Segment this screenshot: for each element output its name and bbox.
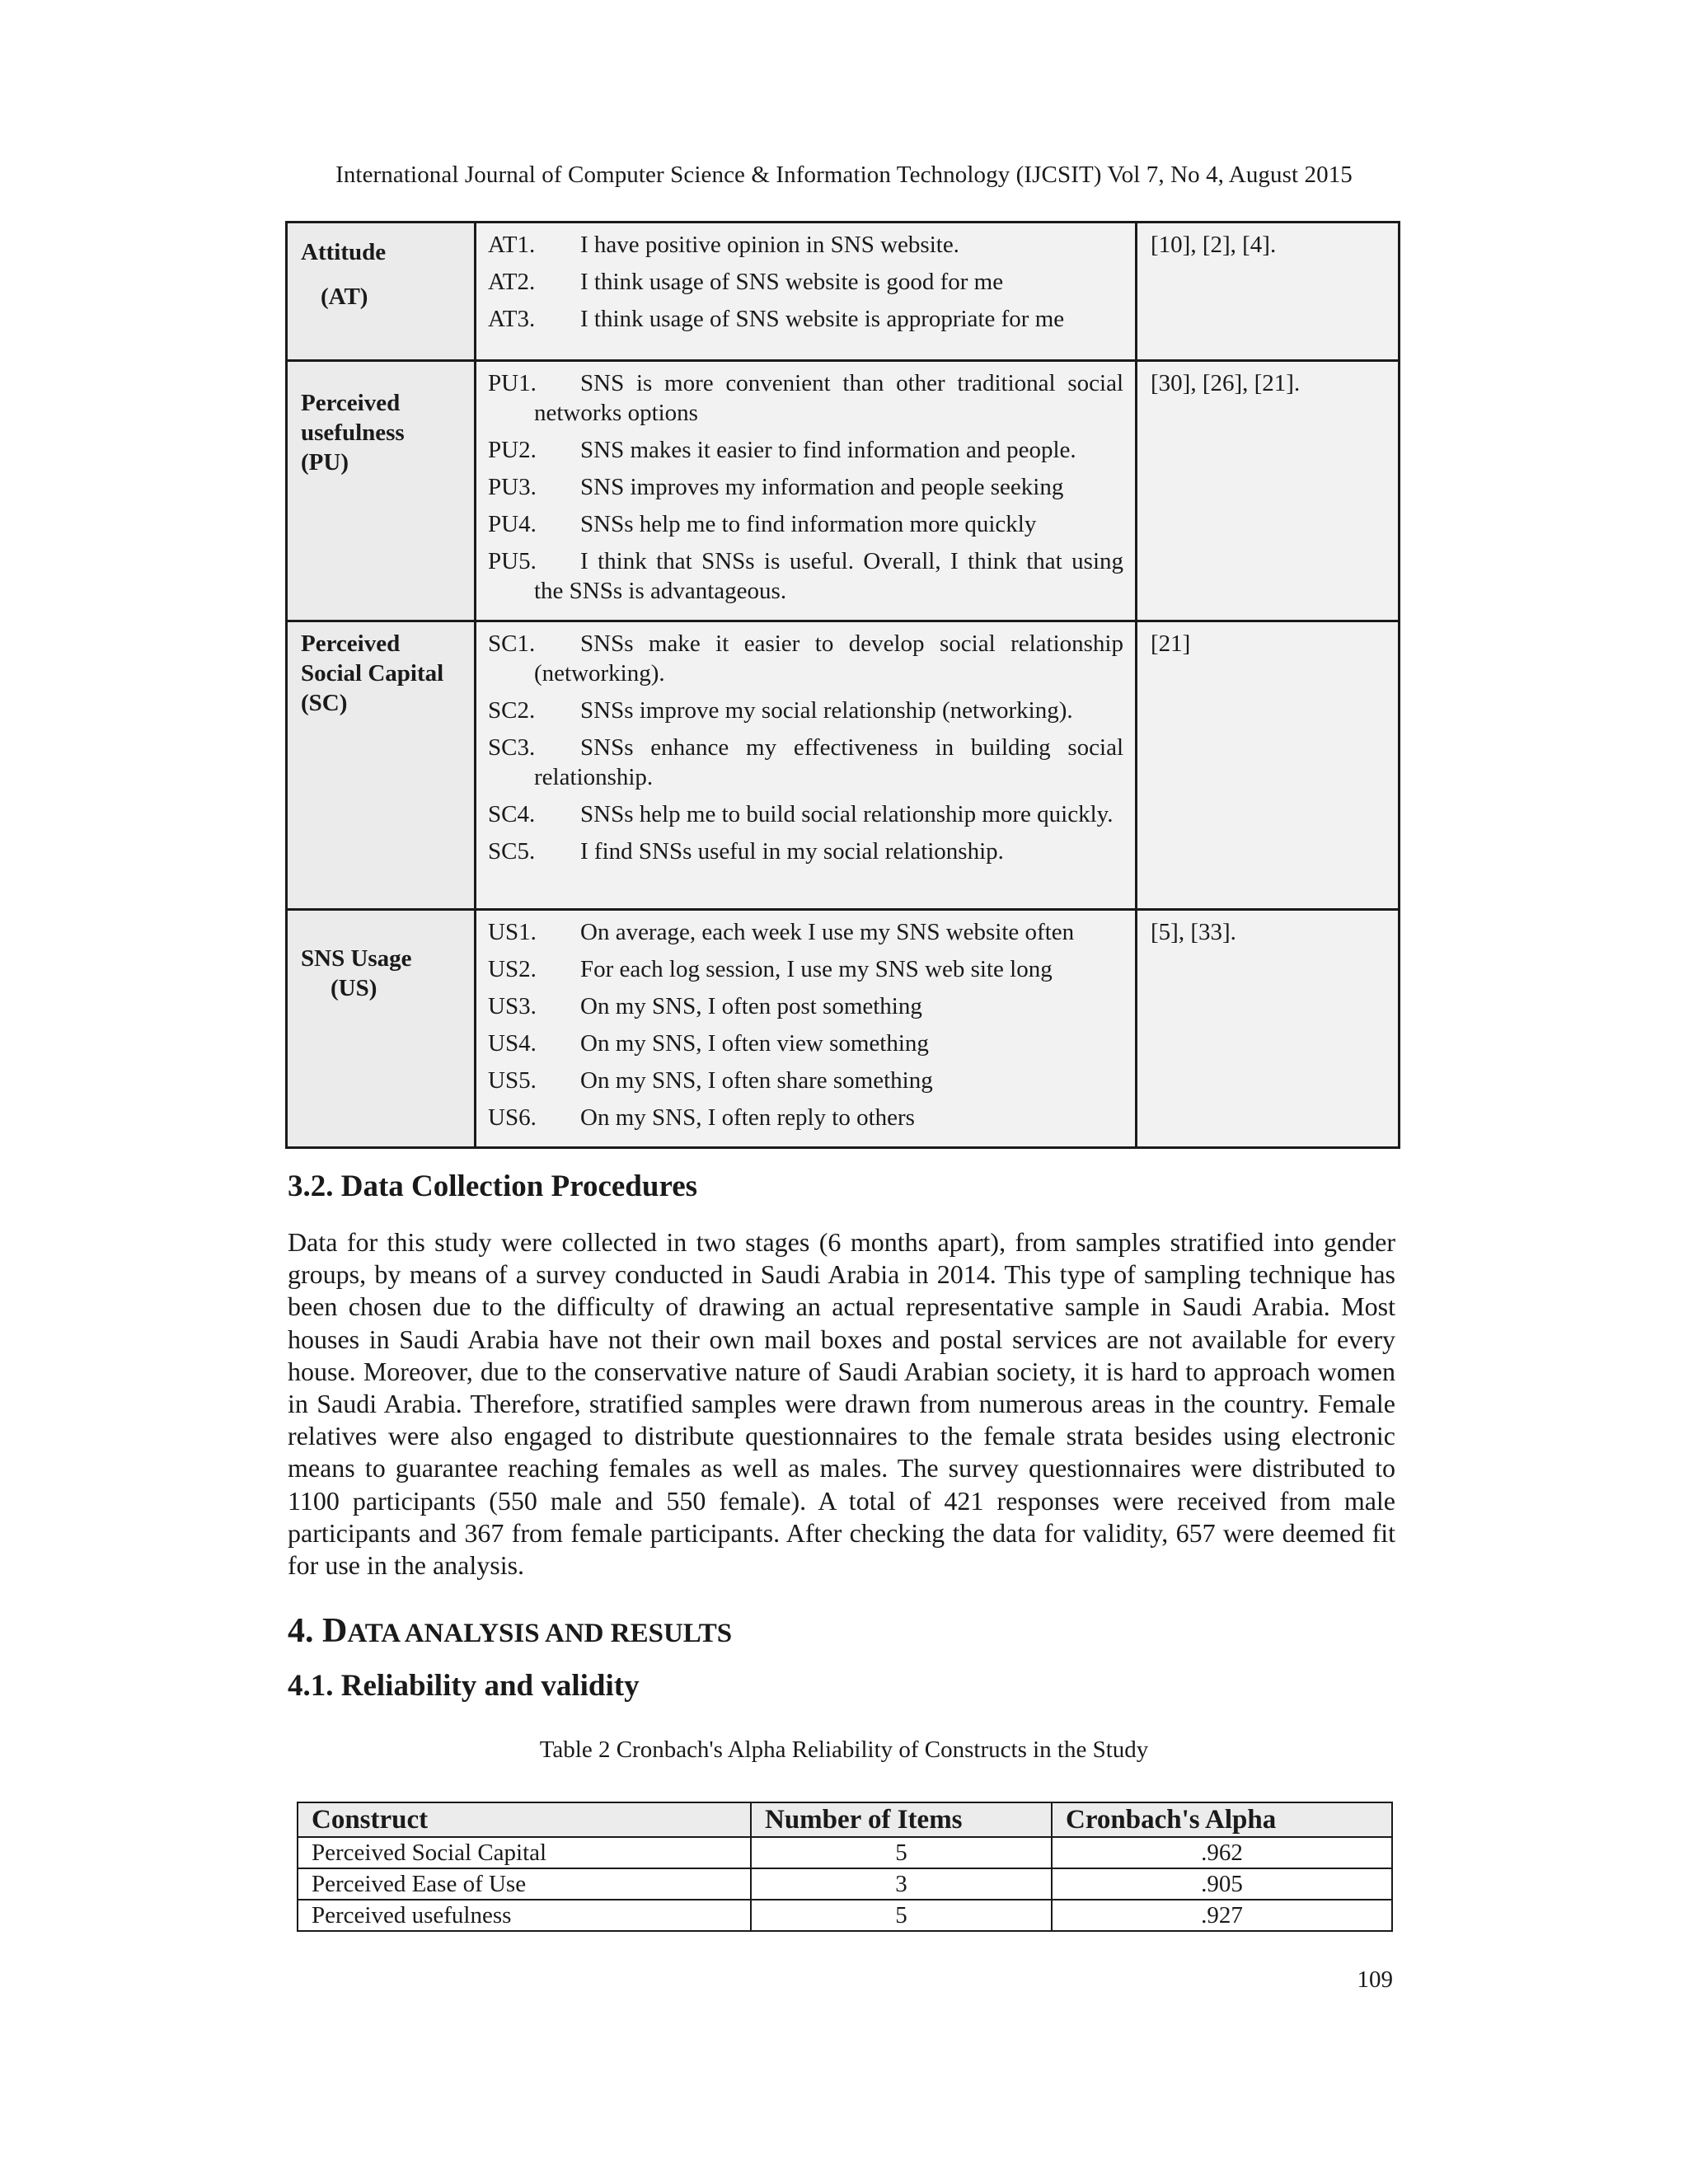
table-cell: Perceived Social Capital bbox=[298, 1837, 751, 1868]
item-code: AT3. bbox=[488, 306, 536, 332]
construct-items bbox=[476, 621, 1137, 910]
item-code: US1. bbox=[488, 919, 537, 945]
list-item bbox=[488, 917, 1123, 947]
construct-name bbox=[287, 223, 476, 361]
item-code: US6. bbox=[488, 1104, 537, 1131]
item-text: SNSs improve my social relationship (networking). bbox=[580, 697, 1073, 724]
section-title: ATA ANALYSIS AND RESULTS bbox=[347, 1619, 733, 1648]
table-cell: Perceived Ease of Use bbox=[298, 1868, 751, 1900]
column-header: Cronbach's Alpha bbox=[1052, 1802, 1392, 1837]
item-text: I find SNSs useful in my social relationship. bbox=[580, 838, 1004, 865]
item-code: SC4. bbox=[488, 801, 536, 827]
construct-abbr: (US) bbox=[331, 975, 377, 1001]
list-item bbox=[488, 267, 1123, 297]
list-item bbox=[488, 954, 1123, 984]
table-cell: .962 bbox=[1052, 1837, 1392, 1868]
item-text: SNSs enhance my effectiveness in building social relationship. bbox=[534, 734, 1123, 790]
item-text: On average, each week I use my SNS website often bbox=[580, 919, 1075, 945]
table-cell: Perceived usefulness bbox=[298, 1900, 751, 1931]
list-item bbox=[488, 368, 1123, 428]
section-heading-reliability: 4.1. Reliability and validity bbox=[288, 1669, 640, 1703]
section-heading-data-collection: 3.2. Data Collection Procedures bbox=[288, 1169, 698, 1203]
item-text: SNS improves my information and people seeking bbox=[580, 474, 1064, 500]
construct-title: Attitude bbox=[301, 239, 387, 265]
list-item bbox=[488, 435, 1123, 465]
construct-abbr: (SC) bbox=[301, 690, 348, 716]
item-code: US4. bbox=[488, 1030, 537, 1057]
construct-name bbox=[287, 361, 476, 621]
item-text: SNS makes it easier to find information and people. bbox=[580, 437, 1076, 463]
construct-refs: [21] bbox=[1137, 621, 1400, 910]
list-item bbox=[488, 472, 1123, 502]
section-heading-data-analysis bbox=[288, 1611, 732, 1651]
table-row bbox=[298, 1900, 1392, 1931]
list-item bbox=[488, 733, 1123, 792]
table-row bbox=[287, 910, 1400, 1148]
table-cell: .905 bbox=[1052, 1868, 1392, 1900]
table-cell: 5 bbox=[751, 1900, 1052, 1931]
list-item bbox=[488, 799, 1123, 829]
item-code: AT1. bbox=[488, 232, 536, 258]
construct-title: Perceived Social Capital bbox=[301, 630, 444, 687]
list-item bbox=[488, 991, 1123, 1021]
list-item bbox=[488, 509, 1123, 539]
item-code: US2. bbox=[488, 956, 537, 982]
list-item bbox=[488, 696, 1123, 725]
item-text: I think usage of SNS website is good for me bbox=[580, 269, 1004, 295]
item-text: SNSs help me to build social relationship more quickly. bbox=[580, 801, 1114, 827]
list-item bbox=[488, 230, 1123, 260]
item-code: PU5. bbox=[488, 548, 537, 574]
table-cell: .927 bbox=[1052, 1900, 1392, 1931]
page-number: 109 bbox=[1357, 1966, 1393, 1993]
construct-title: Perceived usefulness bbox=[301, 390, 405, 446]
construct-title: SNS Usage bbox=[301, 945, 412, 972]
list-item bbox=[488, 304, 1123, 334]
list-item bbox=[488, 546, 1123, 606]
construct-name bbox=[287, 621, 476, 910]
item-text: SNSs help me to find information more quickly bbox=[580, 511, 1037, 537]
construct-items bbox=[476, 223, 1137, 361]
construct-refs: [30], [26], [21]. bbox=[1137, 361, 1400, 621]
list-item bbox=[488, 1029, 1123, 1058]
list-item bbox=[488, 1103, 1123, 1132]
column-header: Number of Items bbox=[751, 1802, 1052, 1837]
table-row bbox=[298, 1837, 1392, 1868]
item-code: SC2. bbox=[488, 697, 536, 724]
item-text: I think that SNSs is useful. Overall, I think that using the SNSs is advantageous. bbox=[534, 548, 1123, 604]
item-code: SC3. bbox=[488, 734, 536, 761]
reliability-table bbox=[297, 1802, 1393, 1932]
column-header: Construct bbox=[298, 1802, 751, 1837]
item-text: SNSs make it easier to develop social relationship (networking). bbox=[534, 630, 1123, 687]
item-text: SNS is more convenient than other traditional social networks options bbox=[534, 370, 1123, 426]
item-text: On my SNS, I often view something bbox=[580, 1030, 929, 1057]
construct-name bbox=[287, 910, 476, 1148]
item-code: AT2. bbox=[488, 269, 536, 295]
running-header: International Journal of Computer Science & Information Technology (IJCSIT) Vol 7, No 4, August 2015 bbox=[335, 162, 1353, 188]
table-row bbox=[287, 223, 1400, 361]
construct-items bbox=[476, 910, 1137, 1148]
item-code: SC1. bbox=[488, 630, 536, 657]
constructs-table bbox=[285, 221, 1400, 1149]
table-caption: Table 2 Cronbach's Alpha Reliability of Constructs in the Study bbox=[539, 1736, 1149, 1763]
item-code: PU3. bbox=[488, 474, 537, 500]
section-number: 4. D bbox=[288, 1612, 348, 1650]
item-code: SC5. bbox=[488, 838, 536, 865]
item-text: For each log session, I use my SNS web site long bbox=[580, 956, 1053, 982]
construct-items bbox=[476, 361, 1137, 621]
item-text: On my SNS, I often post something bbox=[580, 993, 922, 1019]
construct-abbr: (AT) bbox=[321, 284, 368, 310]
paragraph-data-collection: Data for this study were collected in two stages (6 months apart), from samples stratified into gender groups, by means of a survey conducted in Saudi Arabia in 2014. This type of sampling technique has been chosen due to the difficulty of drawing an actual representative sample in Saudi Arabia. Most houses in Saudi Arabia have not their own mail boxes and postal services are not available for every house. Moreover, due to the conservative nature of Saudi Arabian society, it is hard to approach women in Saudi Arabia. Therefore, stratified samples were drawn from numerous areas in the country. Female relatives were also engaged to distribute questionnaires to the female strata besides using electronic means to guarantee reaching females as well as males. The survey questionnaires were distributed to 1100 participants (550 male and 550 female). A total of 421 responses were received from male participants and 367 from female participants. After checking the data for validity, 657 were deemed fit for use in the analysis. bbox=[288, 1227, 1395, 1581]
table-cell: 5 bbox=[751, 1837, 1052, 1868]
list-item bbox=[488, 1066, 1123, 1095]
item-code: PU2. bbox=[488, 437, 537, 463]
table-row bbox=[287, 361, 1400, 621]
item-text: On my SNS, I often share something bbox=[580, 1067, 933, 1094]
item-code: US3. bbox=[488, 993, 537, 1019]
construct-abbr: (PU) bbox=[301, 449, 349, 476]
table-row bbox=[287, 621, 1400, 910]
table-row bbox=[298, 1868, 1392, 1900]
item-code: PU1. bbox=[488, 370, 537, 396]
list-item bbox=[488, 837, 1123, 866]
construct-refs: [10], [2], [4]. bbox=[1137, 223, 1400, 361]
construct-refs: [5], [33]. bbox=[1137, 910, 1400, 1148]
table-header-row bbox=[298, 1802, 1392, 1837]
item-text: I have positive opinion in SNS website. bbox=[580, 232, 959, 258]
item-code: PU4. bbox=[488, 511, 537, 537]
item-code: US5. bbox=[488, 1067, 537, 1094]
item-text: On my SNS, I often reply to others bbox=[580, 1104, 915, 1131]
list-item bbox=[488, 629, 1123, 688]
table-cell: 3 bbox=[751, 1868, 1052, 1900]
item-text: I think usage of SNS website is appropriate for me bbox=[580, 306, 1065, 332]
